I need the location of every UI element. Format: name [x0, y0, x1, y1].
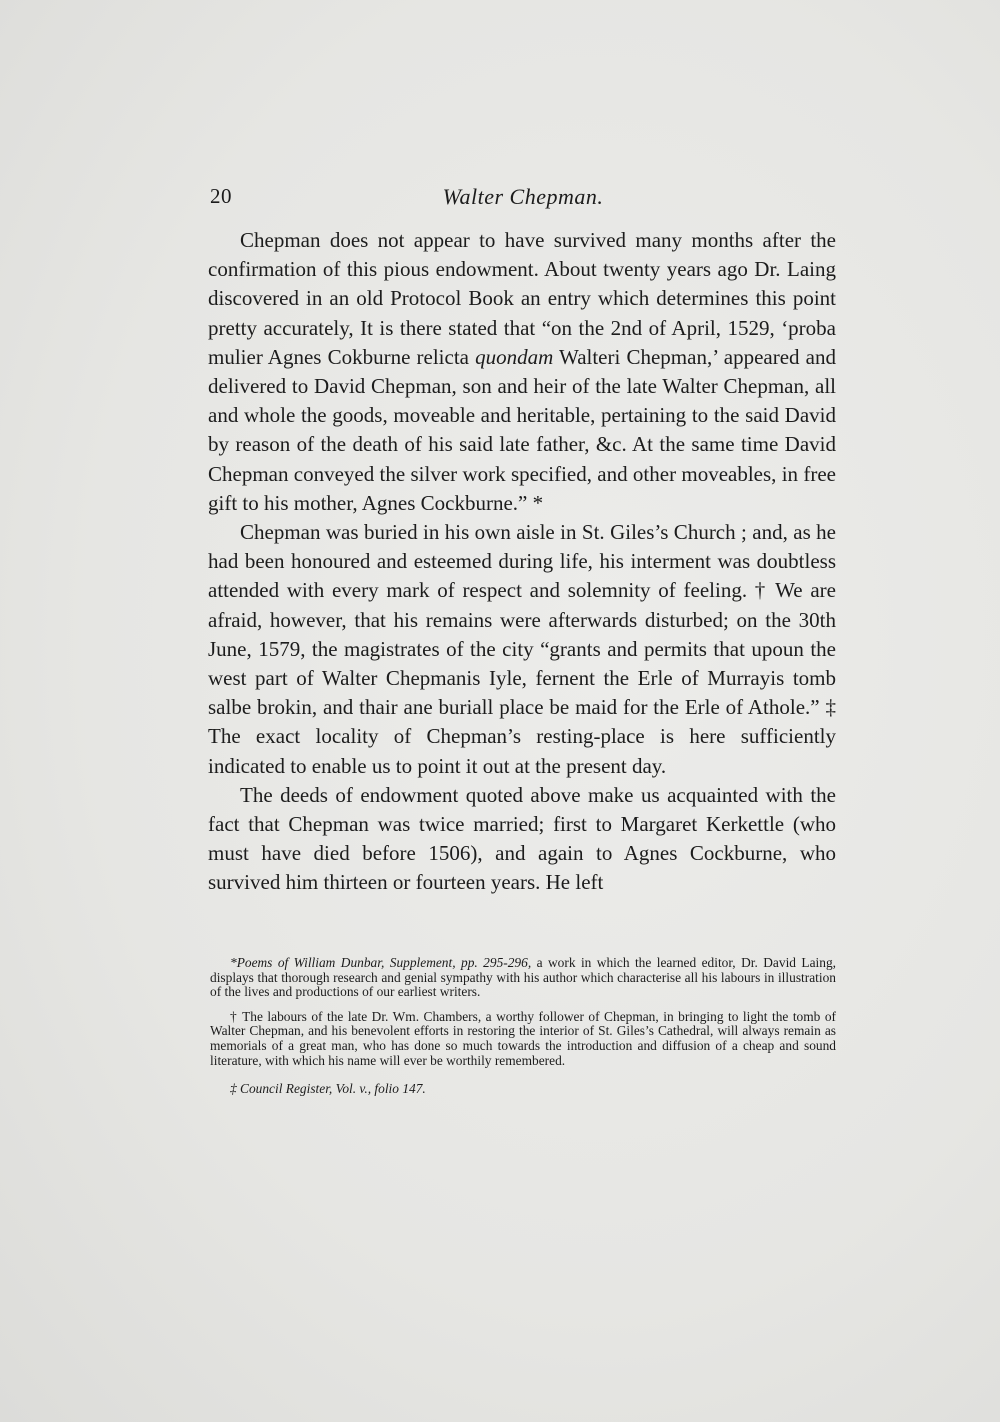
paragraph-1 [208, 226, 836, 518]
footnote-1-citation: *Poems of William Dunbar, Supplement, pp. 295-296, [230, 955, 532, 970]
paragraph-1-part-a: Chepman does not appear to have survived many months after the confirmation of this pious endowment. About twenty years ago Dr. Laing discovered in an old Protocol Book an entry which determines this point pretty accurately, It is there stated that “on the 2nd of April, 1529, ‘proba mulier Agnes Cokburne relicta [208, 228, 836, 369]
paragraph-1-part-b: Walteri Chepman,’ appeared and delivered to David Chepman, son and heir of the late Walter Chepman, all and whole the goods, moveable and heritable, pertaining to the said David by reason of the death of his said late father, &c. At the same time David Chepman conveyed the silver work specified, and other moveables, in free gift to his mother, Agnes Cockburne.” * [208, 344, 836, 515]
paragraph-2: Chepman was buried in his own aisle in St. Giles’s Church ; and, as he had been honoured and esteemed during life, his interment was doubtless attended with every mark of respect and solemnity of feeling. † We are afraid, however, that his remains were afterwards disturbed; on the 30th June, 1579, the magistrates of the city “grants and permits that upoun the west part of Walter Chepmanis Iyle, fernent the Erle of Murrayis tomb salbe brokin, and thair ane buriall place be maid for the Erle of Athole.” ‡ The exact locality of Chepman’s resting-place is here sufficiently indicated to enable us to point it out at the present day. [208, 520, 836, 778]
page-header [210, 184, 836, 214]
footnote-3: ‡ Council Register, Vol. v., folio 147. [230, 1081, 426, 1097]
footnotes [210, 956, 836, 1107]
page-number: 20 [210, 184, 232, 208]
footnote-2: † The labours of the late Dr. Wm. Chambers, a worthy follower of Chepman, in bringing to light the tomb of Walter Chepman, and his benevolent efforts in restoring the interior of St. Giles’s Cathedral, will always remain as memorials of a great man, who has done so much towards the introduction and diffusion of a cheap and sound literature, with which his name will ever be worthily remembered. [210, 1008, 836, 1068]
footnote-1 [210, 956, 836, 1000]
paragraph-1-italic: quondam [475, 344, 554, 369]
paragraph-3: The deeds of endowment quoted above make us acquainted with the fact that Chepman was twice married; first to Margaret Kerkettle (who must have died before 1506), and again to Agnes Cockburne, who survived him thirteen or fourteen years. He left [208, 782, 836, 895]
body-text [208, 226, 836, 898]
running-head: Walter Chepman. [442, 184, 604, 209]
footnote-1-text: a work in which the learned editor, Dr. David Laing, displays that thorough research and genial sympathy with his author which characterise all his labours in illustration of the lives and productions of our earliest writers. [210, 955, 836, 1000]
